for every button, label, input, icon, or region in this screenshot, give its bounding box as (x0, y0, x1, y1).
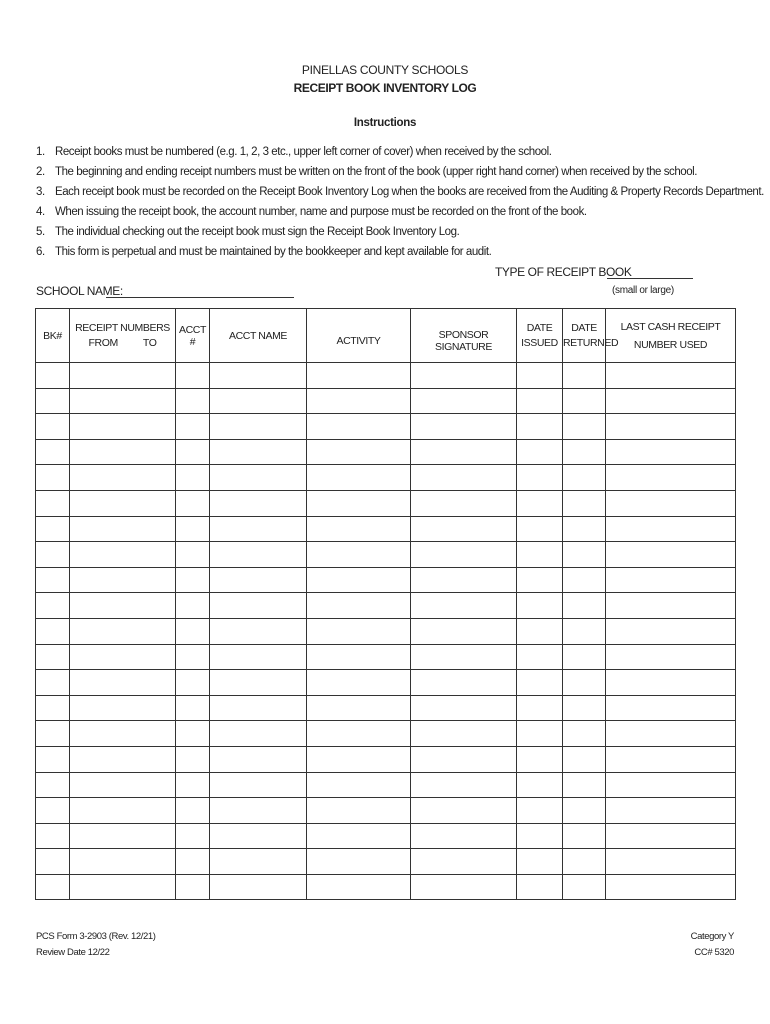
col-header-date-returned: DATE RETURNED (563, 309, 606, 363)
col-header-date-issued: DATE ISSUED (517, 309, 563, 363)
date-returned-cell[interactable] (563, 414, 606, 440)
last-receipt-cell[interactable] (606, 388, 736, 414)
acct-number-cell[interactable] (176, 567, 210, 593)
col-header-activity: ACTIVITY (307, 309, 411, 363)
bk-cell[interactable] (36, 618, 70, 644)
sponsor-signature-cell[interactable] (411, 490, 517, 516)
acct-number-cell[interactable] (176, 618, 210, 644)
date-issued-cell[interactable] (517, 388, 563, 414)
sponsor-signature-cell[interactable] (411, 388, 517, 414)
sponsor-signature-cell[interactable] (411, 414, 517, 440)
instruction-text: When issuing the receipt book, the account number, name and purpose must be recorded on the front of the book. (55, 206, 587, 218)
instruction-text: This form is perpetual and must be maintained by the bookkeeper and kept available for audit. (55, 246, 492, 258)
date-returned-cell[interactable] (563, 567, 606, 593)
sponsor-signature-cell[interactable] (411, 874, 517, 900)
last-receipt-cell[interactable] (606, 798, 736, 824)
bk-cell[interactable] (36, 363, 70, 389)
footer-right (691, 929, 734, 961)
review-date: Review Date 12/22 (36, 947, 110, 958)
instruction-number: 4. (36, 206, 45, 218)
instruction-text: Each receipt book must be recorded on the Receipt Book Inventory Log when the books are received from the Auditing & Property Records Department. (55, 186, 764, 198)
receipt-numbers-cell[interactable] (70, 746, 176, 772)
form-number: PCS Form 3-2903 (Rev. 12/21) (36, 931, 156, 942)
acct-number-cell[interactable] (176, 490, 210, 516)
table-row (36, 388, 736, 414)
date-issued-cell[interactable] (517, 721, 563, 747)
last-receipt-cell[interactable] (606, 772, 736, 798)
instruction-number: 5. (36, 226, 45, 238)
col-header-sponsor-signature: SPONSOR SIGNATURE (411, 309, 517, 363)
activity-cell[interactable] (307, 721, 411, 747)
last-receipt-cell[interactable] (606, 542, 736, 568)
bk-cell[interactable] (36, 823, 70, 849)
receipt-numbers-cell[interactable] (70, 823, 176, 849)
footer-left (36, 929, 156, 961)
receipt-numbers-cell[interactable] (70, 388, 176, 414)
activity-cell[interactable] (307, 567, 411, 593)
date-issued-cell[interactable] (517, 490, 563, 516)
activity-cell[interactable] (307, 823, 411, 849)
activity-cell[interactable] (307, 542, 411, 568)
table-row (36, 465, 736, 491)
acct-name-cell[interactable] (210, 465, 307, 491)
date-returned-cell[interactable] (563, 644, 606, 670)
date-issued-cell[interactable] (517, 439, 563, 465)
receipt-numbers-cell[interactable] (70, 363, 176, 389)
receipt-book-type-label: TYPE OF RECEIPT BOOK (495, 265, 632, 279)
instructions-heading: Instructions (353, 117, 417, 129)
acct-name-cell[interactable] (210, 567, 307, 593)
last-receipt-cell[interactable] (606, 746, 736, 772)
receipt-numbers-cell[interactable] (70, 516, 176, 542)
cc-number: CC# 5320 (694, 947, 734, 958)
sponsor-signature-cell[interactable] (411, 746, 517, 772)
acct-number-cell[interactable] (176, 798, 210, 824)
acct-number-cell[interactable] (176, 593, 210, 619)
category-label: Category Y (690, 931, 734, 942)
date-issued-cell[interactable] (517, 363, 563, 389)
date-returned-cell[interactable] (563, 465, 606, 491)
activity-cell[interactable] (307, 695, 411, 721)
last-receipt-cell[interactable] (606, 695, 736, 721)
last-receipt-cell[interactable] (606, 670, 736, 696)
sponsor-signature-cell[interactable] (411, 823, 517, 849)
date-returned-cell[interactable] (563, 670, 606, 696)
col-header-receipt-numbers (70, 309, 176, 363)
date-returned-cell[interactable] (563, 363, 606, 389)
date-returned-cell[interactable] (563, 823, 606, 849)
acct-name-cell[interactable] (210, 746, 307, 772)
activity-cell[interactable] (307, 490, 411, 516)
acct-number-cell[interactable] (176, 874, 210, 900)
last-receipt-cell[interactable] (606, 823, 736, 849)
sponsor-signature-cell[interactable] (411, 721, 517, 747)
date-returned-cell[interactable] (563, 772, 606, 798)
acct-number-cell[interactable] (176, 414, 210, 440)
instruction-text: Receipt books must be numbered (e.g. 1, 2, 3 etc., upper left corner of cover) when received by the school. (55, 146, 552, 158)
date-issued-cell[interactable] (517, 670, 563, 696)
bk-cell[interactable] (36, 542, 70, 568)
sponsor-signature-cell[interactable] (411, 849, 517, 875)
date-issued-cell[interactable] (517, 849, 563, 875)
date-issued-cell[interactable] (517, 772, 563, 798)
receipt-numbers-cell[interactable] (70, 593, 176, 619)
activity-cell[interactable] (307, 644, 411, 670)
col-header-acct-number: ACCT # (176, 309, 210, 363)
receipt-numbers-cell[interactable] (70, 849, 176, 875)
date-returned-cell[interactable] (563, 388, 606, 414)
acct-name-cell[interactable] (210, 516, 307, 542)
acct-name-cell[interactable] (210, 363, 307, 389)
activity-cell[interactable] (307, 670, 411, 696)
date-returned-cell[interactable] (563, 618, 606, 644)
acct-name-cell[interactable] (210, 644, 307, 670)
activity-cell[interactable] (307, 363, 411, 389)
acct-number-cell[interactable] (176, 772, 210, 798)
instruction-item (36, 142, 764, 162)
last-receipt-cell[interactable] (606, 874, 736, 900)
instruction-item (36, 242, 764, 262)
last-receipt-cell[interactable] (606, 618, 736, 644)
date-returned-cell[interactable] (563, 439, 606, 465)
receipt-numbers-cell[interactable] (70, 490, 176, 516)
bk-cell[interactable] (36, 439, 70, 465)
sponsor-signature-cell[interactable] (411, 798, 517, 824)
bk-cell[interactable] (36, 516, 70, 542)
bk-cell[interactable] (36, 772, 70, 798)
table-row (36, 439, 736, 465)
last-receipt-cell[interactable] (606, 465, 736, 491)
receipt-numbers-cell[interactable] (70, 874, 176, 900)
receipt-numbers-cell[interactable] (70, 721, 176, 747)
instruction-item (36, 182, 764, 202)
date-issued-cell[interactable] (517, 644, 563, 670)
table-row (36, 516, 736, 542)
activity-cell[interactable] (307, 465, 411, 491)
date-issued-cell[interactable] (517, 746, 563, 772)
acct-name-cell[interactable] (210, 490, 307, 516)
instruction-text: The individual checking out the receipt book must sign the Receipt Book Inventory Log. (55, 226, 460, 238)
table-row (36, 490, 736, 516)
instruction-number: 2. (36, 166, 45, 178)
bk-cell[interactable] (36, 388, 70, 414)
receipt-numbers-cell[interactable] (70, 772, 176, 798)
last-receipt-cell[interactable] (606, 567, 736, 593)
date-returned-cell[interactable] (563, 874, 606, 900)
acct-number-cell[interactable] (176, 746, 210, 772)
date-issued-cell[interactable] (517, 593, 563, 619)
col-header-last-receipt: LAST CASH RECEIPT NUMBER USED (606, 309, 736, 363)
sponsor-signature-cell[interactable] (411, 670, 517, 696)
date-issued-cell[interactable] (517, 823, 563, 849)
bk-cell[interactable] (36, 490, 70, 516)
date-issued-cell[interactable] (517, 567, 563, 593)
sponsor-signature-cell[interactable] (411, 465, 517, 491)
acct-name-cell[interactable] (210, 542, 307, 568)
acct-number-cell[interactable] (176, 542, 210, 568)
table-row (36, 695, 736, 721)
acct-number-cell[interactable] (176, 516, 210, 542)
last-receipt-cell[interactable] (606, 721, 736, 747)
table-row (36, 874, 736, 900)
bk-cell[interactable] (36, 695, 70, 721)
date-issued-cell[interactable] (517, 414, 563, 440)
acct-number-cell[interactable] (176, 670, 210, 696)
receipt-numbers-cell[interactable] (70, 542, 176, 568)
sponsor-signature-cell[interactable] (411, 695, 517, 721)
last-receipt-cell[interactable] (606, 439, 736, 465)
table-row (36, 772, 736, 798)
activity-cell[interactable] (307, 414, 411, 440)
bk-cell[interactable] (36, 746, 70, 772)
table-row (36, 849, 736, 875)
acct-number-cell[interactable] (176, 439, 210, 465)
table-row (36, 798, 736, 824)
activity-cell[interactable] (307, 746, 411, 772)
table-header-row (36, 309, 736, 363)
acct-name-cell[interactable] (210, 670, 307, 696)
col-header-acct-name: ACCT NAME (210, 309, 307, 363)
last-receipt-cell[interactable] (606, 490, 736, 516)
date-returned-cell[interactable] (563, 490, 606, 516)
acct-number-cell[interactable] (176, 465, 210, 491)
acct-name-cell[interactable] (210, 798, 307, 824)
activity-cell[interactable] (307, 516, 411, 542)
inventory-log-table (35, 308, 736, 900)
date-returned-cell[interactable] (563, 721, 606, 747)
date-returned-cell[interactable] (563, 798, 606, 824)
activity-cell[interactable] (307, 772, 411, 798)
table-row (36, 670, 736, 696)
bk-cell[interactable] (36, 593, 70, 619)
receipt-numbers-cell[interactable] (70, 670, 176, 696)
activity-cell[interactable] (307, 798, 411, 824)
bk-cell[interactable] (36, 798, 70, 824)
acct-name-cell[interactable] (210, 721, 307, 747)
table-row (36, 823, 736, 849)
receipt-numbers-cell[interactable] (70, 618, 176, 644)
activity-cell[interactable] (307, 849, 411, 875)
receipt-book-type-hint: (small or large) (612, 285, 674, 296)
acct-name-cell[interactable] (210, 772, 307, 798)
instruction-number: 3. (36, 186, 45, 198)
sponsor-signature-cell[interactable] (411, 772, 517, 798)
date-issued-cell[interactable] (517, 798, 563, 824)
sponsor-signature-cell[interactable] (411, 516, 517, 542)
instruction-item (36, 222, 764, 242)
acct-number-cell[interactable] (176, 363, 210, 389)
sponsor-signature-cell[interactable] (411, 542, 517, 568)
acct-number-cell[interactable] (176, 695, 210, 721)
last-receipt-cell[interactable] (606, 363, 736, 389)
activity-cell[interactable] (307, 439, 411, 465)
date-issued-cell[interactable] (517, 465, 563, 491)
receipt-numbers-cell[interactable] (70, 644, 176, 670)
table-row (36, 414, 736, 440)
acct-name-cell[interactable] (210, 439, 307, 465)
table-row (36, 746, 736, 772)
date-issued-cell[interactable] (517, 618, 563, 644)
instruction-text: The beginning and ending receipt numbers must be written on the front of the book (upper right hand corner) when received by the school. (55, 166, 698, 178)
acct-name-cell[interactable] (210, 388, 307, 414)
last-receipt-cell[interactable] (606, 414, 736, 440)
bk-cell[interactable] (36, 644, 70, 670)
date-issued-cell[interactable] (517, 516, 563, 542)
school-name-field[interactable] (106, 297, 294, 298)
date-returned-cell[interactable] (563, 516, 606, 542)
bk-cell[interactable] (36, 670, 70, 696)
acct-name-cell[interactable] (210, 618, 307, 644)
acct-number-cell[interactable] (176, 388, 210, 414)
sponsor-signature-cell[interactable] (411, 567, 517, 593)
activity-cell[interactable] (307, 388, 411, 414)
instruction-number: 6. (36, 246, 45, 258)
acct-name-cell[interactable] (210, 849, 307, 875)
table-row (36, 721, 736, 747)
table-body (36, 363, 736, 900)
receipt-numbers-cell[interactable] (70, 439, 176, 465)
instruction-item (36, 162, 764, 182)
date-returned-cell[interactable] (563, 746, 606, 772)
sponsor-signature-cell[interactable] (411, 618, 517, 644)
date-returned-cell[interactable] (563, 849, 606, 875)
date-issued-cell[interactable] (517, 695, 563, 721)
receipt-numbers-cell[interactable] (70, 567, 176, 593)
acct-number-cell[interactable] (176, 644, 210, 670)
receipt-numbers-cell[interactable] (70, 465, 176, 491)
receipt-book-type-field[interactable] (607, 278, 693, 279)
district-name: PINELLAS COUNTY SCHOOLS (301, 63, 469, 77)
date-returned-cell[interactable] (563, 542, 606, 568)
sponsor-signature-cell[interactable] (411, 644, 517, 670)
from-label: FROM (88, 336, 118, 349)
school-name-label: SCHOOL NAME: (36, 284, 123, 298)
activity-cell[interactable] (307, 618, 411, 644)
last-receipt-cell[interactable] (606, 593, 736, 619)
acct-number-cell[interactable] (176, 721, 210, 747)
instruction-number: 1. (36, 146, 45, 158)
date-returned-cell[interactable] (563, 695, 606, 721)
last-receipt-cell[interactable] (606, 849, 736, 875)
instruction-item (36, 202, 764, 222)
acct-name-cell[interactable] (210, 823, 307, 849)
bk-cell[interactable] (36, 465, 70, 491)
acct-number-cell[interactable] (176, 823, 210, 849)
acct-name-cell[interactable] (210, 874, 307, 900)
date-issued-cell[interactable] (517, 542, 563, 568)
bk-cell[interactable] (36, 849, 70, 875)
col-header-bk: BK# (36, 309, 70, 363)
last-receipt-cell[interactable] (606, 644, 736, 670)
instructions-list (36, 142, 764, 262)
activity-cell[interactable] (307, 874, 411, 900)
acct-name-cell[interactable] (210, 593, 307, 619)
receipt-numbers-cell[interactable] (70, 414, 176, 440)
table-row (36, 644, 736, 670)
sponsor-signature-cell[interactable] (411, 439, 517, 465)
bk-cell[interactable] (36, 721, 70, 747)
bk-cell[interactable] (36, 414, 70, 440)
receipt-numbers-cell[interactable] (70, 695, 176, 721)
acct-number-cell[interactable] (176, 849, 210, 875)
acct-name-cell[interactable] (210, 695, 307, 721)
table-row (36, 363, 736, 389)
table-row (36, 542, 736, 568)
form-title: RECEIPT BOOK INVENTORY LOG (293, 81, 477, 95)
table-row (36, 618, 736, 644)
bk-cell[interactable] (36, 567, 70, 593)
sponsor-signature-cell[interactable] (411, 363, 517, 389)
date-issued-cell[interactable] (517, 874, 563, 900)
receipt-numbers-label: RECEIPT NUMBERS (75, 321, 170, 334)
sponsor-signature-cell[interactable] (411, 593, 517, 619)
date-returned-cell[interactable] (563, 593, 606, 619)
acct-name-cell[interactable] (210, 414, 307, 440)
table-row (36, 567, 736, 593)
table-row (36, 593, 736, 619)
activity-cell[interactable] (307, 593, 411, 619)
last-receipt-cell[interactable] (606, 516, 736, 542)
receipt-numbers-cell[interactable] (70, 798, 176, 824)
to-label: TO (142, 336, 157, 349)
bk-cell[interactable] (36, 874, 70, 900)
